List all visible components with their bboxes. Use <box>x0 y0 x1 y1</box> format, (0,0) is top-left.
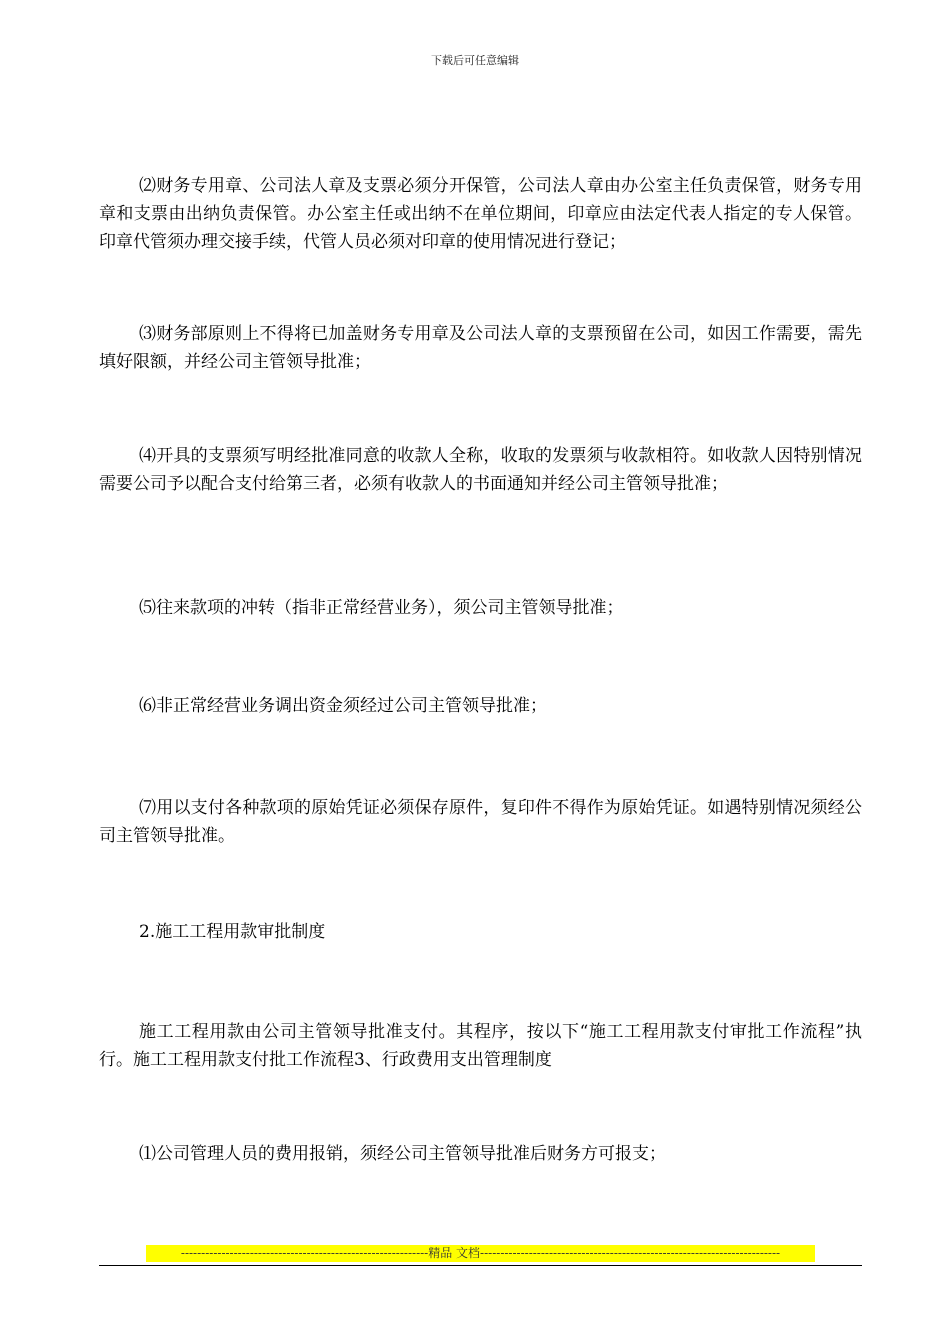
paragraph-construction-payment: 施工工程用款由公司主管领导批准支付。其程序，按以下“施工工程用款支付审批工作流程”执行。施工工程用款支付批工作流程3、行政费用支出管理制度 <box>99 1022 862 1070</box>
paragraph-fund-transfer: ⑹非正常经营业务调出资金须经过公司主管领导批准； <box>139 696 547 716</box>
footer-banner: -------------------------------------------------------------精品 文档-------------------------------------------------------------------------- <box>146 1245 815 1262</box>
footer-divider <box>99 1265 862 1266</box>
paragraph-seal-custody: ⑵财务专用章、公司法人章及支票必须分开保管，公司法人章由办公室主任负责保管，财务专用章和支票由出纳负责保管。办公室主任或出纳不在单位期间，印章应由法定代表人指定的专人保管。印章代管须办理交接手续，代管人员必须对印章的使用情况进行登记； <box>99 176 862 252</box>
section-heading-construction: 2.施工工程用款审批制度 <box>139 922 326 942</box>
paragraph-cheque-reservation: ⑶财务部原则上不得将已加盖财务专用章及公司法人章的支票预留在公司，如因工作需要，需先填好限额，并经公司主管领导批准； <box>99 324 862 372</box>
paragraph-expense-reimbursement: ⑴公司管理人员的费用报销，须经公司主管领导批准后财务方可报支； <box>139 1144 666 1164</box>
page-header: 下载后可任意编辑 <box>431 54 519 67</box>
paragraph-original-vouchers: ⑺用以支付各种款项的原始凭证必须保存原件，复印件不得作为原始凭证。如遇特别情况须经公司主管领导批准。 <box>99 798 862 846</box>
paragraph-transfer-approval: ⑸往来款项的冲转（指非正常经营业务），须公司主管领导批准； <box>139 598 624 618</box>
paragraph-cheque-payee: ⑷开具的支票须写明经批准同意的收款人全称，收取的发票须与收款相符。如收款人因特别情况需要公司予以配合支付给第三者，必须有收款人的书面通知并经公司主管领导批准； <box>99 446 862 494</box>
